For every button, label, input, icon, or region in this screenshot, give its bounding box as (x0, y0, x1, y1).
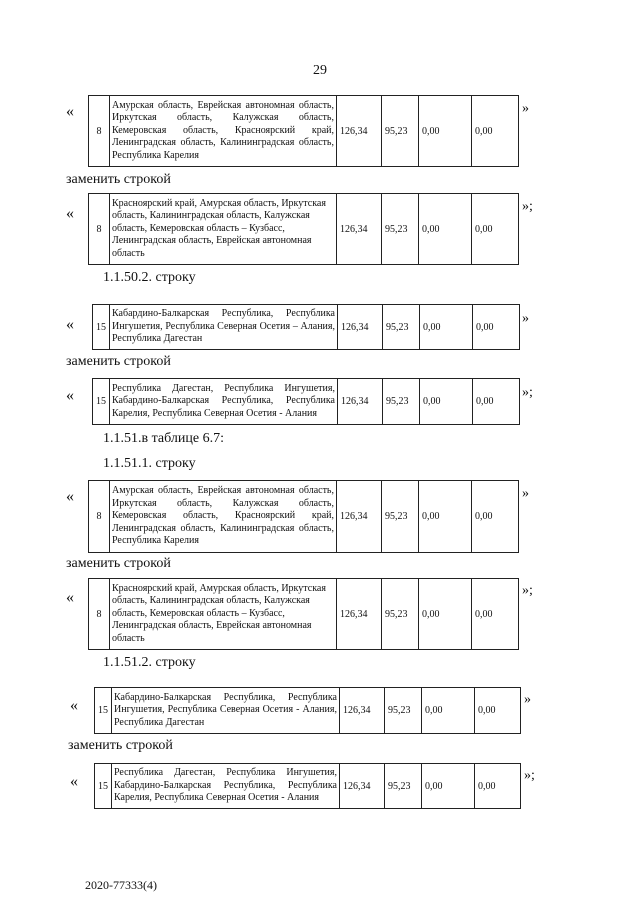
row-number: 8 (89, 579, 110, 650)
open-quote: « (66, 205, 74, 222)
value-1: 126,34 (340, 688, 385, 734)
amendment-table (94, 763, 521, 809)
open-quote: « (70, 773, 78, 790)
close-quote: » (522, 101, 529, 116)
open-quote: « (70, 697, 78, 714)
value-1: 126,34 (337, 194, 382, 265)
table-row (89, 481, 519, 553)
open-quote: « (66, 589, 74, 606)
value-3: 0,00 (419, 194, 472, 265)
amendment-table (88, 480, 519, 553)
amendment-table (88, 193, 519, 265)
value-4: 0,00 (475, 764, 521, 809)
open-quote: « (66, 488, 74, 505)
value-3: 0,00 (422, 688, 475, 734)
section-heading: 1.1.51.2. строку (103, 655, 196, 670)
value-2: 95,23 (382, 481, 419, 553)
close-quote-semicolon: »; (524, 768, 535, 783)
value-3: 0,00 (419, 481, 472, 553)
value-2: 95,23 (383, 305, 420, 350)
regions-cell: Амурская область, Еврейская автономная область, Иркутская область, Калужская область, Кемеровская область, Красноярский край, Ленинградская область, Калининградская область, Республика Карелия (110, 481, 337, 553)
value-1: 126,34 (337, 481, 382, 553)
value-4: 0,00 (472, 481, 519, 553)
value-2: 95,23 (383, 379, 420, 425)
replace-label: заменить строкой (66, 172, 171, 187)
amendment-table (88, 95, 519, 167)
value-2: 95,23 (385, 688, 422, 734)
value-2: 95,23 (382, 96, 419, 167)
section-heading: 1.1.51.1. строку (103, 456, 196, 471)
open-quote: « (66, 103, 74, 120)
replace-label: заменить строкой (66, 354, 171, 369)
value-4: 0,00 (473, 379, 520, 425)
table-row (95, 764, 521, 809)
value-4: 0,00 (472, 194, 519, 265)
close-quote-semicolon: »; (522, 385, 533, 400)
value-3: 0,00 (419, 579, 472, 650)
value-4: 0,00 (473, 305, 520, 350)
row-number: 8 (89, 96, 110, 167)
amendment-table (88, 578, 519, 650)
amendment-table (92, 378, 520, 425)
close-quote: » (522, 486, 529, 501)
value-2: 95,23 (382, 579, 419, 650)
value-1: 126,34 (337, 96, 382, 167)
section-heading: 1.1.51.в таблице 6.7: (103, 431, 224, 446)
regions-cell: Красноярский край, Амурская область, Иркутская область, Калининградская область, Калужская область, Кемеровская область – Кузбасс, Ленинградская область, Еврейская автономная область (110, 579, 337, 650)
value-1: 126,34 (337, 579, 382, 650)
row-number: 15 (95, 688, 112, 734)
page-number: 29 (313, 63, 327, 78)
row-number: 8 (89, 481, 110, 553)
close-quote: » (524, 692, 531, 707)
regions-cell: Республика Дагестан, Республика Ингушетия, Кабардино-Балкарская Республика, Республика Карелия, Республика Северная Осетия - Алания (110, 379, 338, 425)
open-quote: « (66, 316, 74, 333)
row-number: 15 (95, 764, 112, 809)
regions-cell: Республика Дагестан, Республика Ингушетия, Кабардино-Балкарская Республика, Республика Карелия, Республика Северная Осетия - Алания (112, 764, 340, 809)
amendment-table (94, 687, 521, 734)
open-quote: « (66, 387, 74, 404)
value-3: 0,00 (419, 96, 472, 167)
value-4: 0,00 (472, 96, 519, 167)
value-4: 0,00 (472, 579, 519, 650)
row-number: 8 (89, 194, 110, 265)
replace-label: заменить строкой (68, 738, 173, 753)
table-row (95, 688, 521, 734)
row-number: 15 (93, 379, 110, 425)
table-row (89, 194, 519, 265)
regions-cell: Кабардино-Балкарская Республика, Республика Ингушетия, Республика Северная Осетия - Алания, Республика Дагестан (112, 688, 340, 734)
close-quote-semicolon: »; (522, 583, 533, 598)
regions-cell: Красноярский край, Амурская область, Иркутская область, Калининградская область, Калужская область, Кемеровская область – Кузбасс, Ленинградская область, Еврейская автономная область (110, 194, 337, 265)
value-2: 95,23 (385, 764, 422, 809)
table-row (89, 579, 519, 650)
close-quote-semicolon: »; (522, 199, 533, 214)
regions-cell: Кабардино-Балкарская Республика, Республика Ингушетия, Республика Северная Осетия – Алания, Республика Дагестан (110, 305, 338, 350)
value-1: 126,34 (338, 305, 383, 350)
amendment-table (92, 304, 520, 350)
value-3: 0,00 (420, 379, 473, 425)
table-row (93, 379, 520, 425)
value-4: 0,00 (475, 688, 521, 734)
document-code: 2020-77333(4) (85, 878, 157, 892)
table-row (93, 305, 520, 350)
row-number: 15 (93, 305, 110, 350)
regions-cell: Амурская область, Еврейская автономная область, Иркутская область, Калужская область, Кемеровская область, Красноярский край, Ленинградская область, Калининградская область, Республика Карелия (110, 96, 337, 167)
value-1: 126,34 (338, 379, 383, 425)
value-1: 126,34 (340, 764, 385, 809)
table-row (89, 96, 519, 167)
section-heading: 1.1.50.2. строку (103, 270, 196, 285)
replace-label: заменить строкой (66, 556, 171, 571)
value-3: 0,00 (420, 305, 473, 350)
close-quote: » (522, 311, 529, 326)
value-3: 0,00 (422, 764, 475, 809)
value-2: 95,23 (382, 194, 419, 265)
